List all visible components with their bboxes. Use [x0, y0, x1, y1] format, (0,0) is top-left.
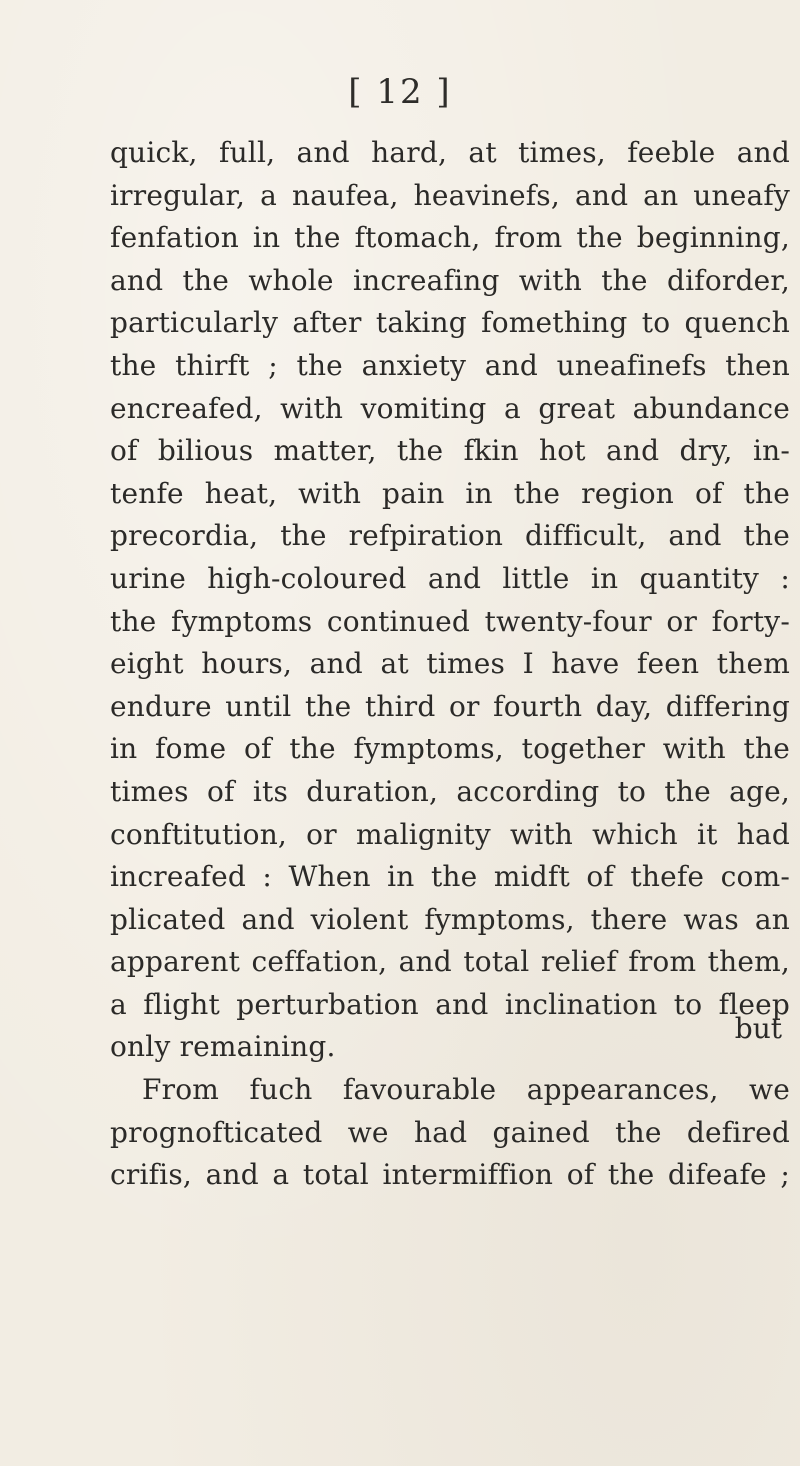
text-line: plicated and violent fymptoms, there was an [110, 902, 790, 936]
text-line: fenfation in the ftomach, from the beginning, [110, 221, 790, 255]
body-text [110, 132, 790, 1197]
text-line: particularly after taking fomething to quench [110, 306, 790, 340]
text-line: endure until the third or fourth day, differing [110, 689, 790, 723]
text-line: the thirft ; the anxiety and uneafinefs then [110, 348, 790, 382]
text-line: urine high-coloured and little in quantity : [110, 561, 790, 595]
text-line: encreafed, with vomiting a great abundance [110, 391, 790, 425]
text-line: times of its duration, according to the age, [110, 774, 790, 808]
text-line: eight hours, and at times I have feen them [110, 647, 790, 681]
text-line: precordia, the refpiration difficult, and the [110, 519, 790, 553]
text-line: of bilious matter, the fkin hot and dry, in- [110, 434, 790, 468]
text-line: conftitution, or malignity with which it had [110, 817, 790, 851]
text-line: the fymptoms continued twenty-four or forty- [110, 604, 790, 638]
text-line: apparent ceffation, and total relief from them, [110, 945, 790, 979]
text-line: crifis, and a total intermiffion of the difeafe ; [110, 1158, 790, 1192]
text-line: tenfe heat, with pain in the region of the [110, 476, 790, 510]
text-line: irregular, a naufea, heavinefs, and an uneafy [110, 178, 790, 212]
text-line: a flight perturbation and inclination to fleep [110, 987, 790, 1021]
text-line: From fuch favourable appearances, we [142, 1073, 790, 1107]
text-line: prognofticated we had gained the defired [110, 1115, 790, 1149]
text-line: and the whole increafing with the diforder, [110, 263, 790, 297]
text-line: increafed : When in the midft of thefe com- [110, 860, 790, 894]
text-line: quick, full, and hard, at times, feeble and [110, 136, 790, 169]
text-line: only remaining. [110, 1030, 336, 1064]
catchword: but [734, 1012, 782, 1045]
page-number: [ 12 ] [348, 72, 452, 112]
text-line: in fome of the fymptoms, together with the [110, 732, 790, 766]
